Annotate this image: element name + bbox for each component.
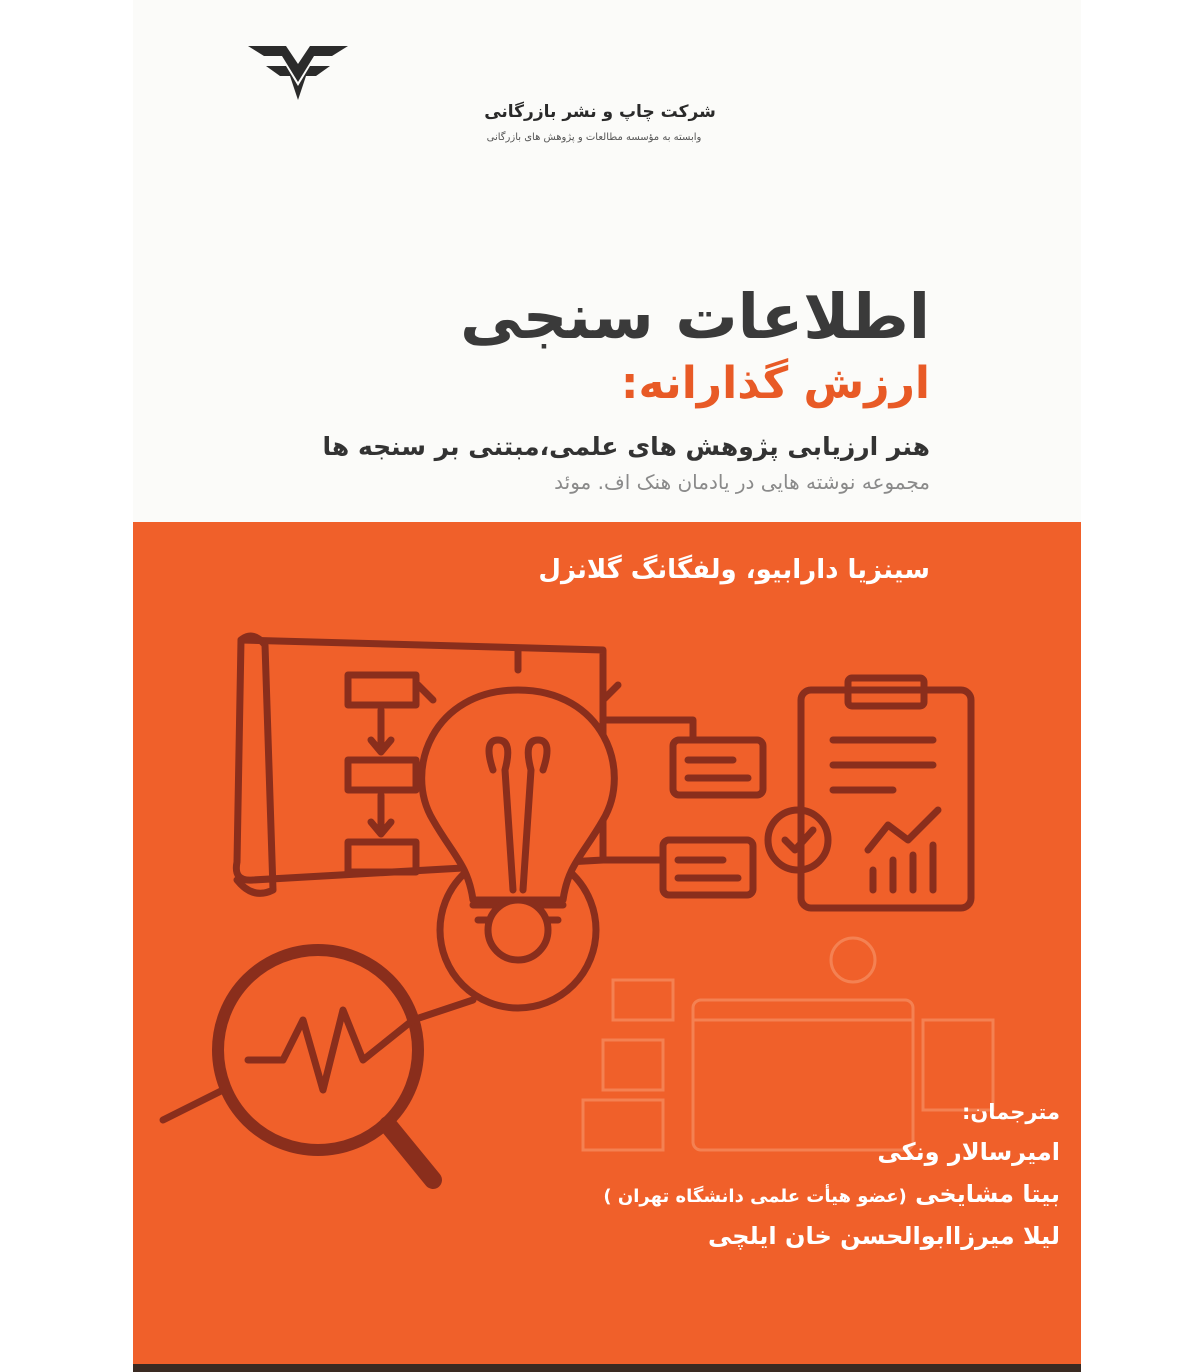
translator-name: امیرسالار ونکی (877, 1138, 1060, 1166)
translator-name-3 (603, 1222, 1060, 1250)
book-collection-note: مجموعه نوشته هایی در یادمان هنک اف. موئد (554, 470, 930, 494)
translator-name: بیتا مشایخی (915, 1180, 1060, 1208)
publisher-name: شرکت چاپ و نشر بازرگانی (484, 102, 716, 122)
translator-name: لیلا میرزاابوالحسن خان ایلچی (708, 1222, 1060, 1250)
bottom-band (133, 1364, 1081, 1372)
clipboard-chart-icon (801, 678, 971, 908)
translator-affiliation: (عضو هیأت علمی دانشگاه تهران ) (603, 1186, 907, 1207)
book-title: اطلاعات سنجی (460, 280, 930, 353)
connector-cards-icon (603, 720, 828, 895)
book-tagline: هنر ارزیابی پژوهش های علمی،مبتنی بر سنجه ها (322, 432, 930, 461)
translator-name-1 (603, 1138, 1060, 1166)
translators-label: مترجمان: (961, 1100, 1060, 1124)
book-authors: سینزیا دارابیو، ولفگانگ گلانزل (538, 555, 930, 585)
eagle-wings-logo-icon (246, 42, 350, 102)
translators-block (603, 1100, 1060, 1264)
publisher-affiliation: وابسته به مؤسسه مطالعات و پژوهش های بازرگانی (486, 132, 702, 143)
book-subtitle: ارزش گذارانه: (620, 358, 930, 409)
magnifier-pulse-icon (163, 950, 473, 1180)
translator-name-2 (603, 1180, 1060, 1208)
lightbulb-gear-icon (418, 650, 618, 1008)
